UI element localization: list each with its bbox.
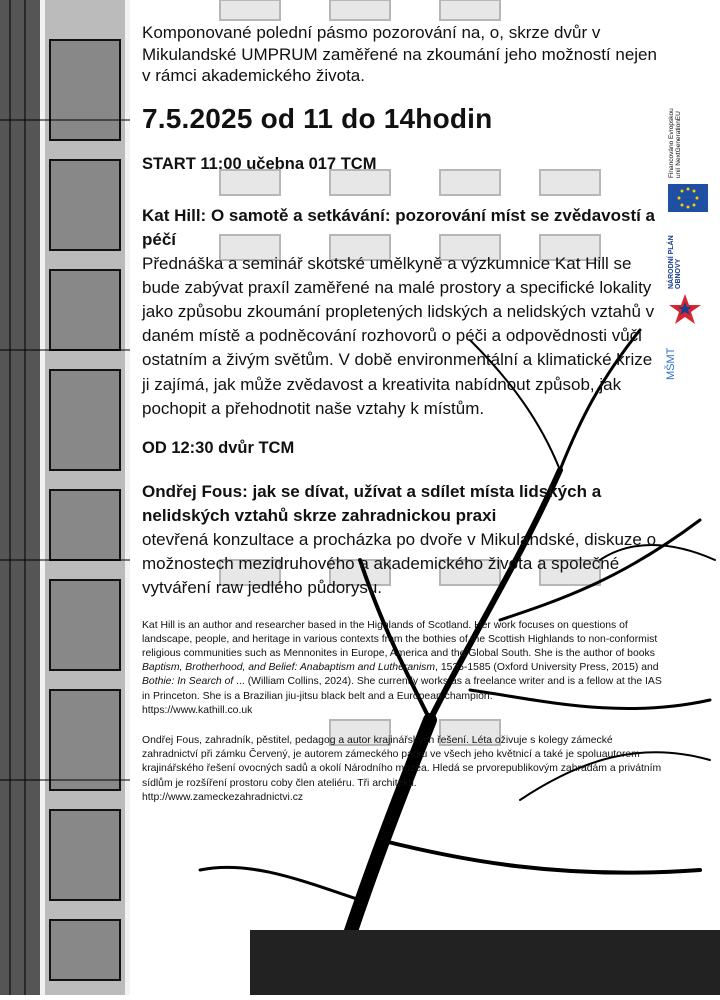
bio-kat-hill [142,619,662,718]
bio1-part-d: ... (William Collins, 2024). She currently works as a freelance writer and is a fellow at the IAS in Princeton. She is a Brazilian jiu-jitsu black belt and a European champion. [142,676,662,702]
kathill-link[interactable]: https://www.kathill.co.uk [142,704,253,716]
event-date: 7.5.2025 od 11 do 14hodin [142,102,493,134]
afternoon-info: OD 12:30 dvůr TCM [142,438,295,457]
zameckezahradnictvi-link[interactable]: http://www.zameckezahradnictvi.cz [142,791,304,803]
bio2-text: Ondřej Fous, zahradník, pěstitel, pedagog a autor krajinářských řešení. Léta oživuje s kolegy zámecké zahradnictví při zámku Červený, je autorem zámeckého parku ve všech jeho květnicí a také je spoluautorem krajinářského řešení ovocných sadů a okolí Národního muzea. Hledá se prvorepublikovým zahradám a privátním sídlům je rozšíření prostoru coby člen ateliéru. Tři architekti. [142,734,662,789]
npo-star-icon [668,293,702,327]
intro-text: Komponované polední pásmo pozorování na, o, skrze dvůr v Mikulandské UMPRUM zaměřené na zkoumání jeho možností nejen v rámci akademického života. [142,23,657,85]
bio1-part-c: , 1525-1585 (Oxford University Press, 2015) and [435,662,659,674]
eu-funding-label: Financováno Evropskou unií NextGenerationEU [668,108,682,178]
talk2-title: Ondřej Fous: jak se dívat, užívat a sdílet místa lidských a nelidských vztahů skrze zahradnickou praxi [142,481,602,525]
sponsor-logos [665,96,714,380]
poster-content [142,22,662,805]
eu-flag-icon [668,184,708,212]
npo-label: NÁRODNÍ PLÁN OBNOVY [668,235,682,289]
bio1-part-a: Kat Hill is an author and researcher based in the Highlands of Scotland. Her work focuses on questions of landscape, people, and heritage in various contexts from the bothies of the Scottish Highlands to non-conformist religious communities such as Mennonites in Europe, America and the Global South. She is the author of books [142,619,658,659]
msmt-logo: MŠMT [665,347,677,380]
bio-ondrej-fous [142,734,662,805]
talk2-text: otevřená konzultace a procházka po dvoře v Mikulandské, diskuze o možnostech mezidruhového a akademického života a společné vytváření raw jedlého půdorysu. [142,529,657,598]
start-info: START 11:00 učebna 017 TCM [142,154,377,173]
talk1-text: Přednáška a seminář skotské umělkyně a výzkumnice Kat Hill se bude zabývat praxíl zaměřené na malé prostory a specifické lokality jako způsobu zkoumání propletených lidských a nelidských vztahů v daném místě a podněcování rozhovorů o péči a odpovědnosti vůči ostatním a živým světům. V době environmentální a klimatické krize ji zajímá, jak může zvědavost a kreativita nabídnout způsob, jak pochopit a přehodnotit naše vztahy k místům. [142,253,655,418]
talk1-title: Kat Hill: O samotě a setkávání: pozorování míst se zvědavostí a péčí [142,205,656,249]
book-title-2: Bothie: In Search of [142,676,234,688]
book-title-1: Baptism, Brotherhood, and Belief: Anabaptism and Lutheranism [142,662,436,674]
